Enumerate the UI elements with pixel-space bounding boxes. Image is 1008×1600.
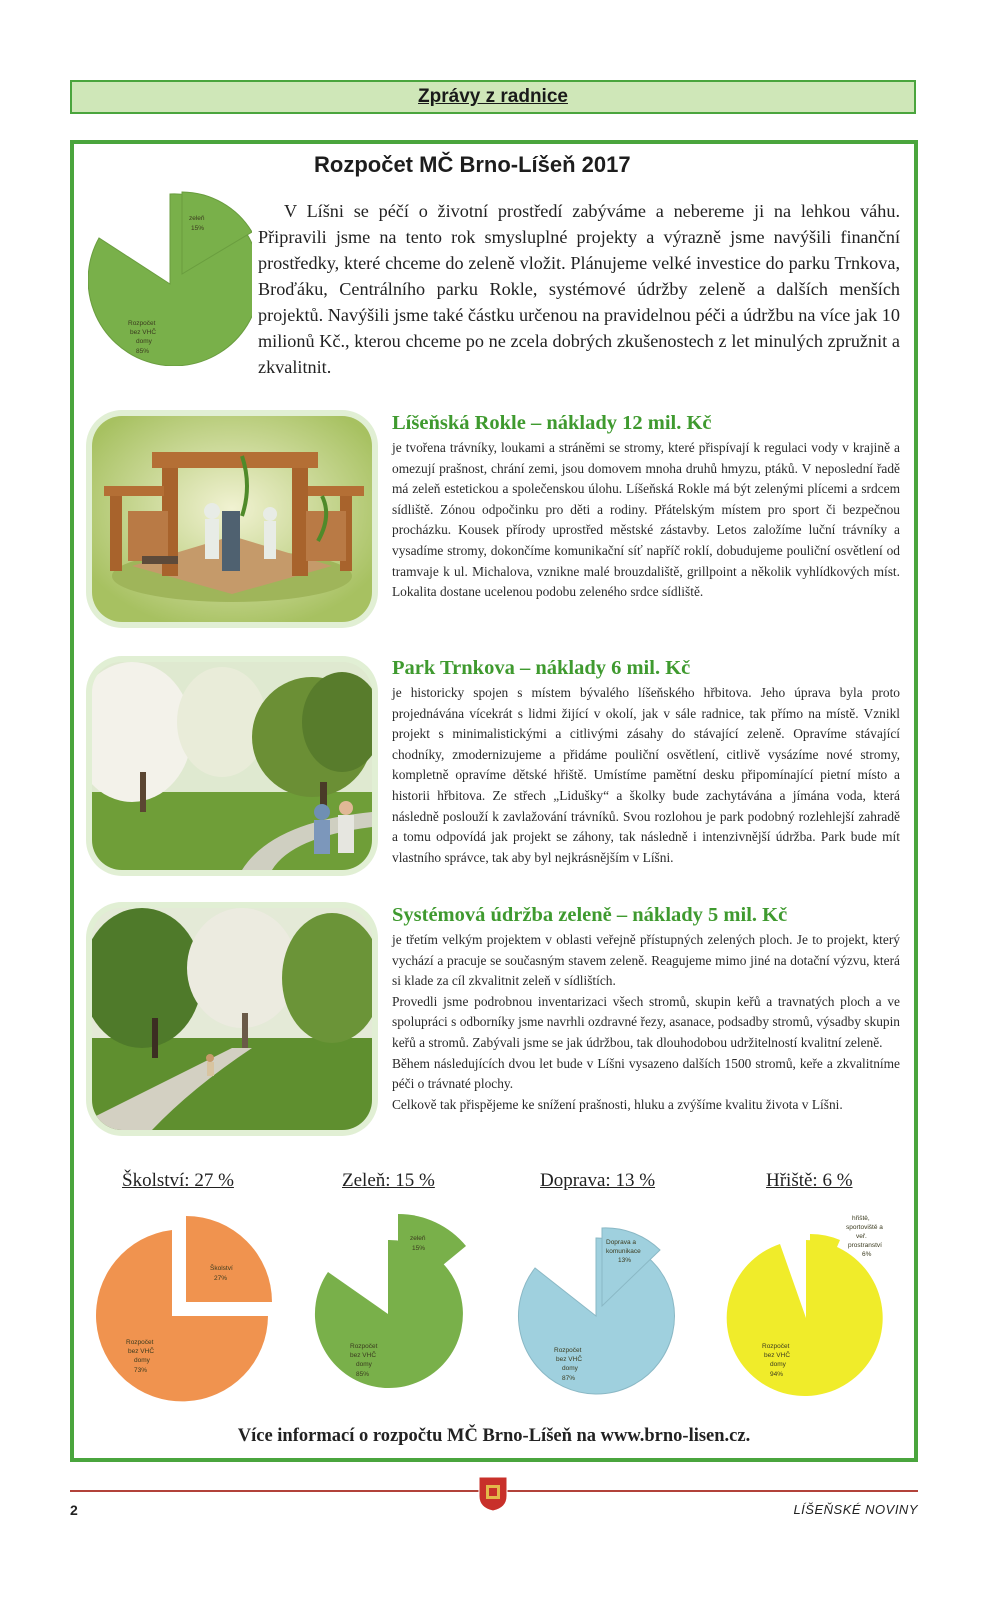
intro-pie-slice-pct: 15% bbox=[191, 225, 205, 232]
section-rokle-title: Líšeňská Rokle – náklady 12 mil. Kč bbox=[392, 412, 712, 434]
section-maintenance-p2: Provedli jsme podrobnou inventarizaci všech stromů, skupin keřů a travnatých ploch a ve spolupráci s odborníky jsme navrhli ozdravné řezy, asanace, podsadby stromů, výsadby skupin keřů a stromů. Zabývali jsme se jak údržbou, tak dlouhodobou udržitelností kvalitní zeleně. bbox=[392, 993, 900, 1050]
pie-chart-schools bbox=[90, 1208, 276, 1404]
pie-transport-rest-l1: Rozpočet bbox=[554, 1347, 582, 1354]
pie-transport-slice-l2: komunikace bbox=[606, 1248, 641, 1255]
pie-greenery-rest-l3: domy bbox=[356, 1361, 372, 1368]
stat-label-transport: Doprava: 13 % bbox=[540, 1170, 656, 1191]
section-header bbox=[70, 80, 916, 114]
pie-playgrounds-slice-l3: veř. bbox=[856, 1233, 867, 1240]
pie-transport-rest-l3: domy bbox=[562, 1365, 578, 1372]
pie-playgrounds-rest-pct: 94% bbox=[770, 1371, 784, 1378]
intro-pie-rest-l3: domy bbox=[136, 338, 152, 345]
pie-schools-rest-l1: Rozpočet bbox=[126, 1339, 154, 1346]
page-number: 2 bbox=[70, 1502, 78, 1518]
stat-label-greenery: Zeleň: 15 % bbox=[342, 1170, 435, 1191]
pie-schools-rest-pct: 73% bbox=[134, 1367, 148, 1374]
section-maintenance-p3: Během následujících dvou let bude v Líšni vysazeno dalších 1500 stromů, keře a zkvalitníme péči o trávnaté plochy. bbox=[392, 1055, 900, 1092]
pie-greenery-slice-pct: 15% bbox=[412, 1245, 426, 1252]
stat-label-schools: Školství: 27 % bbox=[122, 1170, 234, 1191]
section-maintenance-p1: je třetím velkým projektem v oblasti veřejně přístupných zelených ploch. Je to projekt, který vychází a pracuje se současným stavem zeleně. Reagujeme mimo jiné na dotační výzvu, která si klade za cíl zkvalitnit zeleň v sídlištích. bbox=[392, 932, 900, 989]
rokle-illustration bbox=[92, 416, 372, 622]
section-maintenance-body bbox=[392, 930, 900, 1115]
pie-chart-transport bbox=[510, 1210, 680, 1406]
intro-pie-chart bbox=[88, 190, 252, 366]
stat-label-playgrounds: Hřiště: 6 % bbox=[766, 1170, 853, 1191]
greenery-maintenance-illustration bbox=[92, 908, 372, 1130]
pie-schools-rest-l3: domy bbox=[134, 1357, 150, 1364]
pie-playgrounds-rest-l3: domy bbox=[770, 1361, 786, 1368]
pie-schools-slice bbox=[186, 1216, 272, 1302]
pie-playgrounds-rest-l2: bez VHČ bbox=[764, 1352, 791, 1359]
pie-playgrounds-rest-slice bbox=[727, 1240, 883, 1396]
publication-name: LÍŠEŇSKÉ NOVINY bbox=[793, 1502, 918, 1517]
article-title: Rozpočet MČ Brno-Líšeň 2017 bbox=[314, 152, 631, 177]
pie-transport-rest-pct: 87% bbox=[562, 1375, 576, 1382]
intro-pie-rest-l2: bez VHČ bbox=[130, 329, 157, 336]
intro-pie-rest-l1: Rozpočet bbox=[128, 320, 156, 327]
section-trnkova-body: je historicky spojen s místem bývalého líšeňského hřbitova. Jeho úprava byla proto projednávána vícekrát s lidmi žijící v okolí, jak v sále radnice, tak přímo na místě. Vznikl projekt s minimalistickými a citlivými zásahy do stávající zeleně. Opravíme stávající chodníky, zmodernizujeme a přidáme pouliční osvětlení, citlivě vysázíme nové stromy, kompletně opravíme dětské hřiště. Umístíme pamětní desku připomínající pietní místo a historii hřbitova. Ze střech „Lidušky“ a školky bude zachytávána a jímána voda, která následně poslouží k zavlažování trávníků. Svou rozlohou je park podobný rozlehlejší zahradě a tomu odpovídá jak projekt se záhony, tak následně i intenzivnější údržba. Park bude mít vlastního správce, tak aby byl nejkrásnějším v Líšni. bbox=[392, 685, 900, 865]
pie-greenery-rest-l2: bez VHČ bbox=[350, 1352, 377, 1359]
pie-playgrounds-slice-l4: prostranství bbox=[848, 1242, 882, 1249]
coat-of-arms-icon bbox=[478, 1476, 508, 1512]
section-maintenance-title: Systémová údržba zeleně – náklady 5 mil. Kč bbox=[392, 904, 788, 926]
pie-chart-playgrounds bbox=[726, 1208, 902, 1406]
pie-playgrounds-rest-l1: Rozpočet bbox=[762, 1343, 790, 1350]
pie-greenery-slice-label: zeleň bbox=[410, 1235, 426, 1242]
pie-greenery-rest-pct: 85% bbox=[356, 1371, 370, 1378]
article-intro: V Líšni se péčí o životní prostředí zabýváme a nebereme ji na lehkou váhu. Připravili jsme na tento rok smysluplné projekty a výrazně jsme navýšili finanční prostředky, které chceme do zeleně vložit. Plánujeme velké investice do parku Trnkova, Broďáku, Centrálního parku Rokle, systémové údržby zeleně a dalších menších projektů. Navýšili jsme také částku určenou na pravidelnou péči a údržbu na více jak 10 milionů Kč., kterou chceme po ne zcela dobrých zkušenostech z let minulých zpružnit a zkvalitnit. bbox=[258, 201, 900, 377]
pie-transport-slice-pct: 13% bbox=[618, 1257, 632, 1264]
pie-playgrounds-slice-l1: hřiště, bbox=[852, 1215, 870, 1222]
pie-schools-slice-pct: 27% bbox=[214, 1275, 228, 1282]
pie-playgrounds-slice-l2: sportoviště a bbox=[846, 1224, 883, 1231]
section-trnkova-title: Park Trnkova – náklady 6 mil. Kč bbox=[392, 657, 691, 679]
pie-schools-rest-l2: bez VHČ bbox=[128, 1348, 155, 1355]
trnkova-park-illustration bbox=[92, 662, 372, 870]
section-maintenance-p4: Celkově tak přispějeme ke snížení prašnosti, hluku a zvýšíme kvalitu života v Líšni. bbox=[392, 1096, 843, 1112]
pie-transport-slice-l1: Doprava a bbox=[606, 1239, 636, 1246]
section-title: Zprávy z radnice bbox=[418, 86, 568, 107]
section-rokle-body: je tvořena trávníky, loukami a stráněmi se stromy, které přispívají k regulaci vody v krajině a omezují prašnost, chrání zemi, jsou domovem mnoha druhů hmyzu, ptáků. V neposlední řadě má zeleň estetickou a společenskou úlohu. Líšeňská Rokle má být zelenými plícemi a srdcem sídliště. Zónou odpočinku pro děti a rodiny. Přátelským místem pro sport či bezpečnou procházku. Kousek přírody uprostřed městské zástavby. Letos založíme luční trávníky a vysadíme stromy, dokončíme komunikační síť napříč roklí, dobudujeme pouliční osvětlení od tramvaje k ul. Michalova, vznikne malé brouzdaliště, grillpoint a několik vyhlídkových míst. Lokalita dostane ucelenou podobu zeleného srdce sídliště. bbox=[392, 440, 900, 600]
more-info-text: Více informací o rozpočtu MČ Brno-Líšeň na www.brno-lisen.cz. bbox=[237, 1426, 751, 1446]
pie-transport-rest-slice bbox=[518, 1238, 674, 1394]
pie-schools-slice-label: Školství bbox=[210, 1265, 233, 1272]
pie-transport-rest-l2: bez VHČ bbox=[556, 1356, 583, 1363]
pie-chart-greenery bbox=[310, 1210, 470, 1406]
intro-pie-rest-pct: 85% bbox=[136, 348, 150, 355]
intro-pie-slice-label: zeleň bbox=[189, 215, 205, 222]
pie-playgrounds-slice-pct: 6% bbox=[862, 1251, 872, 1258]
pie-greenery-rest-l1: Rozpočet bbox=[350, 1343, 378, 1350]
